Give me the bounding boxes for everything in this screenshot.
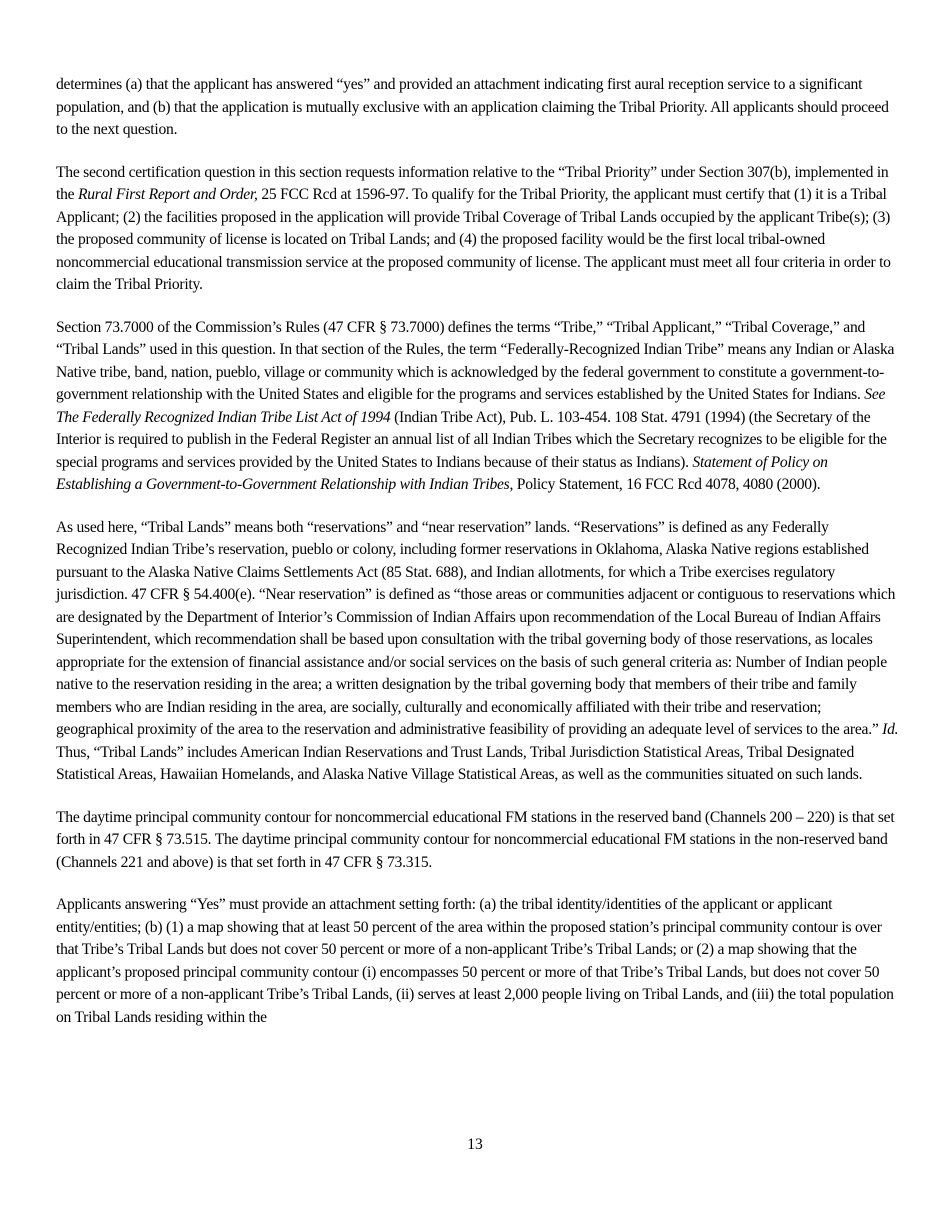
text-run: The second certification question in this section requests information relative to the “Tribal Priority” under Section 307(b), implemented in the (56, 163, 889, 203)
paragraph-6 (56, 894, 900, 1029)
text-run: As used here, “Tribal Lands” means both “reservations” and “near reservation” lands. “Reservations” is defined as any Federally Recognized Indian Tribe’s reservation, pueblo or colony, including former reservations in Oklahoma, Alaska Native regions established pursuant to the Alaska Native Claims Settlements Act (85 Stat. 688), and Indian allotments, for which a Tribe exercises regulatory jurisdiction. 47 CFR § 54.400(e). “Near reservation” is defined as “those areas or communities adjacent or contiguous to reservations which are designated by the Department of Interior’s Commission of Indian Affairs upon recommendation of the Local Bureau of Indian Affairs Superintendent, which recommendation shall be based upon consultation with the tribal governing body of those reservations, as locales appropriate for the extension of financial assistance and/or social services on the basis of such general criteria as: Number of Indian people native to the reservation residing in the area; a written designation by the tribal governing body that members of their tribe and family members who are Indian residing in the area, are socially, culturally and economically affiliated with their tribe and reservation; geographical proximity of the area to the reservation and administrative feasibility of providing an adequate level of services to the area.” (56, 518, 896, 738)
text-run: 25 FCC Rcd at 1596-97. To qualify for the Tribal Priority, the applicant must certify that (1) it is a Tribal Applicant; (2) the facilities proposed in the application will provide Tribal Coverage of Tribal Lands occupied by the applicant Tribe(s); (3) the proposed community of license is located on Tribal Lands; and (4) the proposed facility would be the first local tribal-owned noncommercial educational transmission service at the proposed community of license. The applicant must meet all four criteria in order to claim the Tribal Priority. (56, 186, 891, 293)
paragraph-5 (56, 807, 900, 875)
italic-citation: See The Federally Recognized Indian Tribe List Act of 1994 (56, 386, 886, 426)
text-run: determines (a) that the applicant has answered “yes” and provided an attachment indicating first aural reception service to a significant population, and (b) that the application is mutually exclusive with an application claiming the Tribal Priority. All applicants should proceed to the next question. (56, 76, 889, 138)
text-run: Thus, “Tribal Lands” includes American Indian Reservations and Trust Lands, Tribal Jurisdiction Statistical Areas, Tribal Designated Statistical Areas, Hawaiian Homelands, and Alaska Native Village Statistical Areas, as well as the communities situated on such lands. (56, 743, 863, 783)
text-run: (Indian Tribe Act), Pub. L. 103-454. 108 Stat. 4791 (1994) (the Secretary of the Interior is required to publish in the Federal Register an annual list of all Indian Tribes which the Secretary recognizes to be eligible for the special programs and services provided by the United States to Indians because of their status as Indians). (56, 408, 887, 471)
paragraph-2 (56, 162, 900, 297)
text-run: Applicants answering “Yes” must provide an attachment setting forth: (a) the tribal identity/identities of the applicant or applicant entity/entities; (b) (1) a map showing that at least 50 percent of the area within the proposed station’s principal community contour is over that Tribe’s Tribal Lands but does not cover 50 percent or more of a non-applicant Tribe’s Tribal Lands; or (2) a map showing that the applicant’s proposed principal community contour (i) encompasses 50 percent or more of that Tribe’s Tribal Lands, but does not cover 50 percent or more of a non-applicant Tribe’s Tribal Lands, (ii) serves at least 2,000 people living on Tribal Lands, and (iii) the total population on Tribal Lands residing within the (56, 896, 894, 1026)
text-run: The daytime principal community contour for noncommercial educational FM stations in the reserved band (Channels 200 – 220) is that set forth in 47 CFR § 73.515. The daytime principal community contour for noncommercial educational FM stations in the non-reserved band (Channels 221 and above) is that set forth in 47 CFR § 73.315. (56, 808, 895, 871)
italic-citation: Rural First Report and Order, (77, 186, 258, 203)
paragraph-4 (56, 517, 900, 787)
text-run: , Policy Statement, 16 FCC Rcd 4078, 4080 (2000). (509, 476, 821, 493)
paragraph-3 (56, 317, 900, 497)
italic-citation: Id. (882, 721, 899, 738)
italic-citation: Statement of Policy on Establishing a Government-to-Government Relationship with Indian Tribes (56, 453, 828, 493)
text-run: Section 73.7000 of the Commission’s Rules (47 CFR § 73.7000) defines the terms “Tribe,” “Tribal Applicant,” “Tribal Coverage,” and “Tribal Lands” used in this question. In that section of the Rules, the term “Federally-Recognized Indian Tribe” means any Indian or Alaska Native tribe, band, nation, pueblo, village or community which is acknowledged by the federal government to constitute a government-to-government relationship with the United States and eligible for the programs and services established by the United States for Indians. (56, 318, 895, 403)
page-number: 13 (467, 1136, 483, 1153)
paragraph-1 (56, 74, 900, 142)
document-body (56, 74, 900, 1049)
